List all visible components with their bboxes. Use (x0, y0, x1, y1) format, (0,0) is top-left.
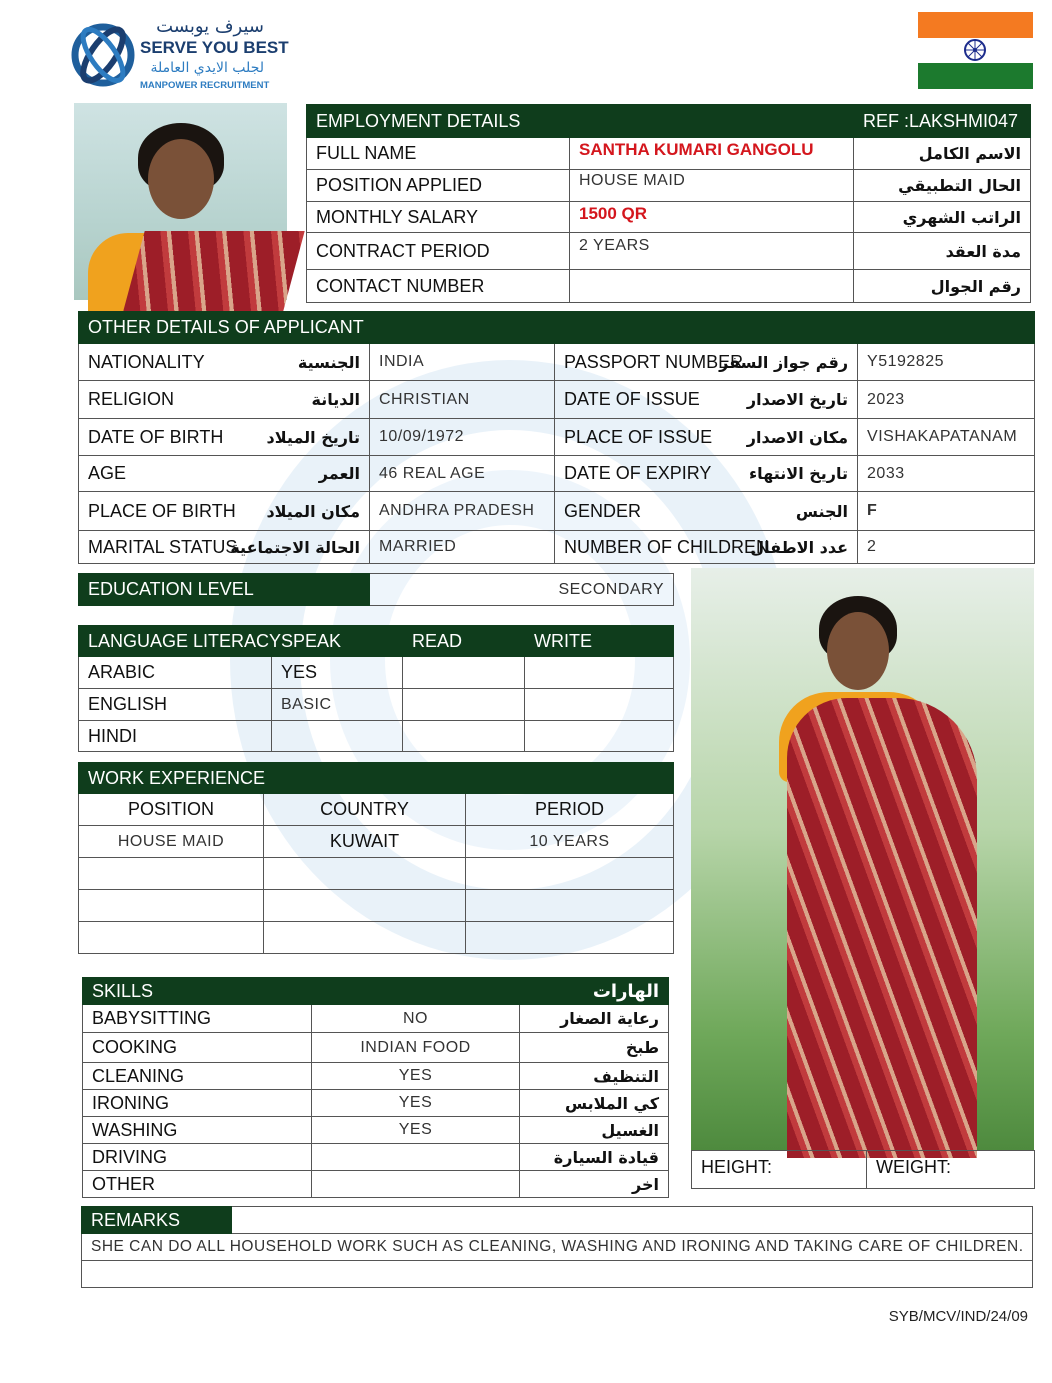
table-row (79, 721, 674, 752)
age-value: 46 REAL AGE (370, 456, 555, 492)
skill-value (312, 1144, 520, 1171)
col-header: READ (403, 626, 525, 657)
other-details-header: OTHER DETAILS OF APPLICANT (79, 312, 555, 344)
table-row (83, 1090, 669, 1117)
gender-value: F (858, 492, 1035, 531)
field-label-arabic: مكان الميلاد (250, 492, 370, 531)
nationality-value: INDIA (370, 344, 555, 381)
marital-value: MARRIED (370, 531, 555, 564)
table-row (79, 456, 1035, 492)
col-header: WRITE (525, 626, 674, 657)
table-row (307, 170, 1031, 202)
field-label-arabic: تاريخ الميلاد (250, 419, 370, 456)
field-label: DATE OF ISSUE (555, 381, 748, 419)
salary-value: 1500 QR (570, 202, 854, 233)
education-value: SECONDARY (370, 574, 674, 606)
other-details-table (78, 311, 1035, 564)
passport-value: Y5192825 (858, 344, 1035, 381)
field-label-arabic: مدة العقد (854, 233, 1031, 270)
field-label: MARITAL STATUS (79, 531, 250, 564)
field-label-arabic: الجنسية (250, 344, 370, 381)
remarks-text: SHE CAN DO ALL HOUSEHOLD WORK SUCH AS CLEANING, WASHING AND IRONING AND TAKING CARE OF CHILDREN. (82, 1234, 1033, 1261)
issue-place-value: VISHAKAPATANAM (858, 419, 1035, 456)
applicant-photo-small (74, 103, 287, 300)
weight-label: WEIGHT: (867, 1151, 1035, 1189)
field-label: FULL NAME (307, 138, 570, 170)
skill-name: OTHER (83, 1171, 312, 1198)
table-row (307, 202, 1031, 233)
field-label-arabic: رقم الجوال (854, 270, 1031, 303)
field-label: CONTACT NUMBER (307, 270, 570, 303)
col-header: POSITION (79, 794, 264, 826)
work-period (466, 858, 674, 890)
skill-value: YES (312, 1117, 520, 1144)
work-position (79, 890, 264, 922)
work-country (264, 858, 466, 890)
remarks-blank-row (82, 1261, 1033, 1288)
logo-arabic-sub: لجلب الايدي العاملة (150, 60, 264, 76)
work-country (264, 922, 466, 954)
ashoka-chakra-icon (963, 38, 987, 62)
read-value (403, 721, 525, 752)
field-label-arabic: تاريخ الاصدار (748, 381, 858, 419)
birthplace-value: ANDHRA PRADESH (370, 492, 555, 531)
education-table (78, 573, 674, 606)
col-header: LANGUAGE LITERACY (79, 626, 272, 657)
field-label: GENDER (555, 492, 748, 531)
india-flag-icon (918, 12, 1033, 89)
work-position (79, 922, 264, 954)
field-label-arabic: الحال التطبيقي (854, 170, 1031, 202)
field-label: PLACE OF BIRTH (79, 492, 250, 531)
work-country: KUWAIT (264, 826, 466, 858)
work-period (466, 922, 674, 954)
table-row (79, 689, 674, 721)
table-row (79, 657, 674, 689)
skill-name-arabic: التنظيف (520, 1063, 669, 1090)
ref-number: REF :LAKSHMI047 (854, 105, 1031, 138)
language-name: ARABIC (79, 657, 272, 689)
table-row (79, 419, 1035, 456)
contract-value: 2 YEARS (570, 233, 854, 270)
issue-date-value: 2023 (858, 381, 1035, 419)
dob-value: 10/09/1972 (370, 419, 555, 456)
col-header: SPEAK (272, 626, 403, 657)
work-experience-header: WORK EXPERIENCE (79, 763, 674, 794)
table-row (83, 1117, 669, 1144)
skill-value: YES (312, 1063, 520, 1090)
skill-name-arabic: اخر (520, 1171, 669, 1198)
other-details-header-blank (555, 312, 1035, 344)
table-row (79, 858, 674, 890)
table-row (79, 381, 1035, 419)
skill-name-arabic: كي الملابس (520, 1090, 669, 1117)
skill-name: IRONING (83, 1090, 312, 1117)
table-row (307, 233, 1031, 270)
table-row (307, 270, 1031, 303)
language-name: HINDI (79, 721, 272, 752)
remarks-header-blank (232, 1207, 1033, 1234)
skill-name: COOKING (83, 1033, 312, 1063)
skill-name-arabic: رعاية الصغار (520, 1005, 669, 1033)
skill-name: DRIVING (83, 1144, 312, 1171)
logo-tagline: MANPOWER RECRUITMENT (140, 80, 270, 91)
field-label: RELIGION (79, 381, 250, 419)
field-label: NATIONALITY (79, 344, 250, 381)
field-label: NUMBER OF CHILDREN (555, 531, 748, 564)
logo-emblem-icon (68, 16, 138, 94)
applicant-photo-large (691, 568, 1034, 1150)
work-period (466, 890, 674, 922)
table-row (79, 890, 674, 922)
remarks-table (81, 1206, 1033, 1288)
full-name-value: SANTHA KUMARI GANGOLU (570, 138, 854, 170)
field-label-arabic: الحالة الاجتماعية (250, 531, 370, 564)
work-country (264, 890, 466, 922)
table-row (83, 1063, 669, 1090)
work-position (79, 858, 264, 890)
read-value (403, 689, 525, 721)
work-period: 10 YEARS (466, 826, 674, 858)
language-name: ENGLISH (79, 689, 272, 721)
employment-header: EMPLOYMENT DETAILS (307, 105, 854, 138)
field-label: POSITION APPLIED (307, 170, 570, 202)
position-value: HOUSE MAID (570, 170, 854, 202)
field-label: AGE (79, 456, 250, 492)
skill-name: BABYSITTING (83, 1005, 312, 1033)
logo-english-name: SERVE YOU BEST (140, 38, 289, 57)
col-header: PERIOD (466, 794, 674, 826)
table-row (307, 138, 1031, 170)
skill-name-arabic: الغسيل (520, 1117, 669, 1144)
logo-arabic-name: سيرف يوبست (156, 16, 264, 37)
field-label: MONTHLY SALARY (307, 202, 570, 233)
write-value (525, 721, 674, 752)
field-label-arabic: الراتب الشهري (854, 202, 1031, 233)
speak-value: BASIC (272, 689, 403, 721)
religion-value: CHRISTIAN (370, 381, 555, 419)
skill-value (312, 1171, 520, 1198)
table-row (83, 1033, 669, 1063)
company-logo (68, 16, 289, 96)
field-label-arabic: تاريخ الانتهاء (748, 456, 858, 492)
speak-value: YES (272, 657, 403, 689)
document-code: SYB/MCV/IND/24/09 (888, 1308, 1028, 1325)
write-value (525, 657, 674, 689)
employment-details-table (306, 104, 1031, 303)
skill-value: INDIAN FOOD (312, 1033, 520, 1063)
field-label: CONTRACT PERIOD (307, 233, 570, 270)
table-row (83, 1144, 669, 1171)
skill-value: YES (312, 1090, 520, 1117)
skill-name-arabic: قيادة السيارة (520, 1144, 669, 1171)
education-label: EDUCATION LEVEL (79, 574, 370, 606)
table-row (83, 1171, 669, 1198)
language-table (78, 625, 674, 752)
field-label-arabic: العمر (250, 456, 370, 492)
skills-header-arabic: الهارات (520, 978, 669, 1005)
write-value (525, 689, 674, 721)
table-row (79, 492, 1035, 531)
skill-name: CLEANING (83, 1063, 312, 1090)
skill-value: NO (312, 1005, 520, 1033)
contact-value (570, 270, 854, 303)
skill-name-arabic: طبخ (520, 1033, 669, 1063)
work-experience-table (78, 762, 674, 954)
field-label: DATE OF EXPIRY (555, 456, 748, 492)
field-label: DATE OF BIRTH (79, 419, 250, 456)
read-value (403, 657, 525, 689)
field-label-arabic: الاسم الكامل (854, 138, 1031, 170)
field-label-arabic: رقم جواز السفر (748, 344, 858, 381)
height-label: HEIGHT: (692, 1151, 867, 1189)
field-label-arabic: مكان الاصدار (748, 419, 858, 456)
table-row (79, 826, 674, 858)
speak-value (272, 721, 403, 752)
expiry-value: 2033 (858, 456, 1035, 492)
table-row (79, 922, 674, 954)
field-label-arabic: عدد الاطفال (748, 531, 858, 564)
skill-name: WASHING (83, 1117, 312, 1144)
work-position: HOUSE MAID (79, 826, 264, 858)
field-label: PASSPORT NUMBER (555, 344, 748, 381)
field-label: PLACE OF ISSUE (555, 419, 748, 456)
table-row (83, 1005, 669, 1033)
measurements-table (691, 1150, 1035, 1189)
col-header: COUNTRY (264, 794, 466, 826)
table-row (79, 344, 1035, 381)
skills-header: SKILLS (83, 978, 520, 1005)
children-value: 2 (858, 531, 1035, 564)
field-label-arabic: الجنس (748, 492, 858, 531)
skills-table (82, 977, 669, 1198)
remarks-header: REMARKS (82, 1207, 232, 1234)
table-row (79, 531, 1035, 564)
field-label-arabic: الديانة (250, 381, 370, 419)
